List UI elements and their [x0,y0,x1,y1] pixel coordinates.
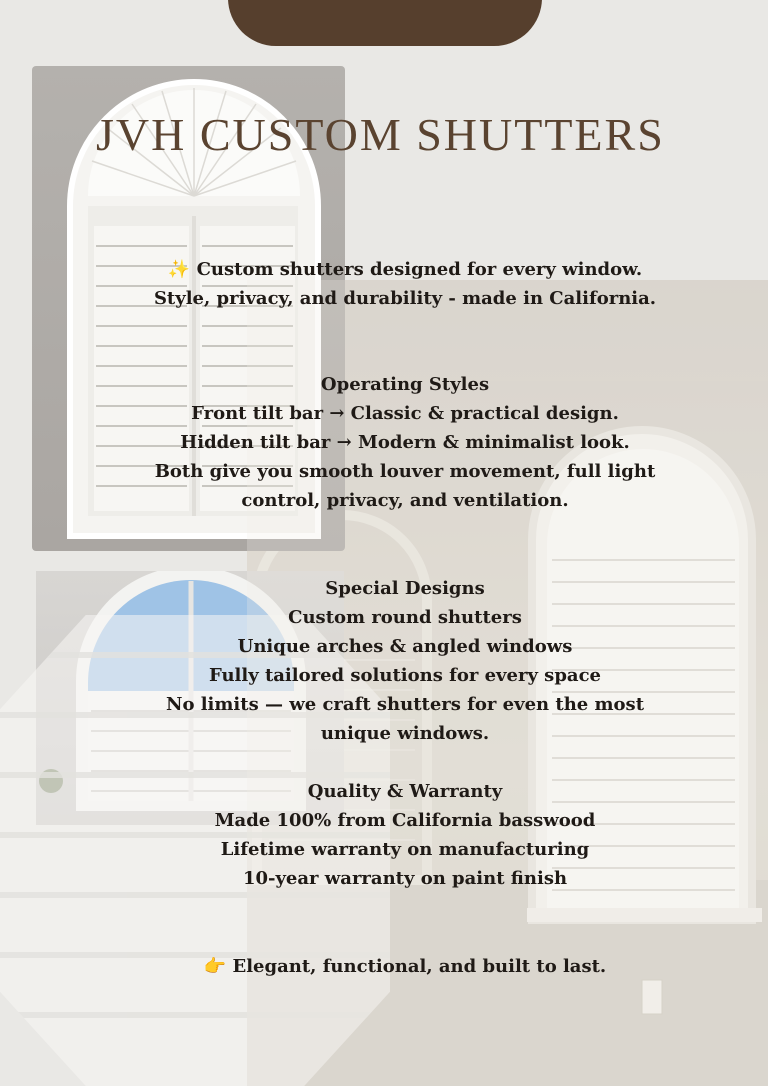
quality-line-2: Lifetime warranty on manufacturing [220,839,590,860]
operating-line-1: Front tilt bar → Classic & practical design. [191,403,619,424]
intro-line-2: Style, privacy, and durability - made in California. [153,288,657,309]
operating-line-3: Both give you smooth louver movement, full light [154,461,656,482]
page-title: JVH CUSTOM SHUTTERS [96,109,665,160]
closing-text: Elegant, functional, and built to last. [232,956,607,977]
closing-line [120,952,690,981]
pointing-hand-icon: 👉 [203,956,227,977]
operating-line-4: control, privacy, and ventilation. [241,490,569,511]
special-line-3: Fully tailored solutions for every space [209,665,601,686]
quality-line-1: Made 100% from California basswood [214,810,596,831]
intro-line-1 [120,255,690,284]
operating-line-2: Hidden tilt bar → Modern & minimalist look. [180,432,630,453]
quality-heading: Quality & Warranty [307,781,503,802]
special-line-4: No limits — we craft shutters for even the most [165,694,645,715]
special-heading: Special Designs [325,578,485,599]
special-line-5: unique windows. [320,723,490,744]
special-line-2: Unique arches & angled windows [237,636,573,657]
operating-heading: Operating Styles [320,374,490,395]
quality-line-3: 10-year warranty on paint finish [242,868,568,889]
sparkles-icon: ✨ [167,259,191,280]
intro-text-1: Custom shutters designed for every window. [196,259,643,280]
special-line-1: Custom round shutters [288,607,522,628]
